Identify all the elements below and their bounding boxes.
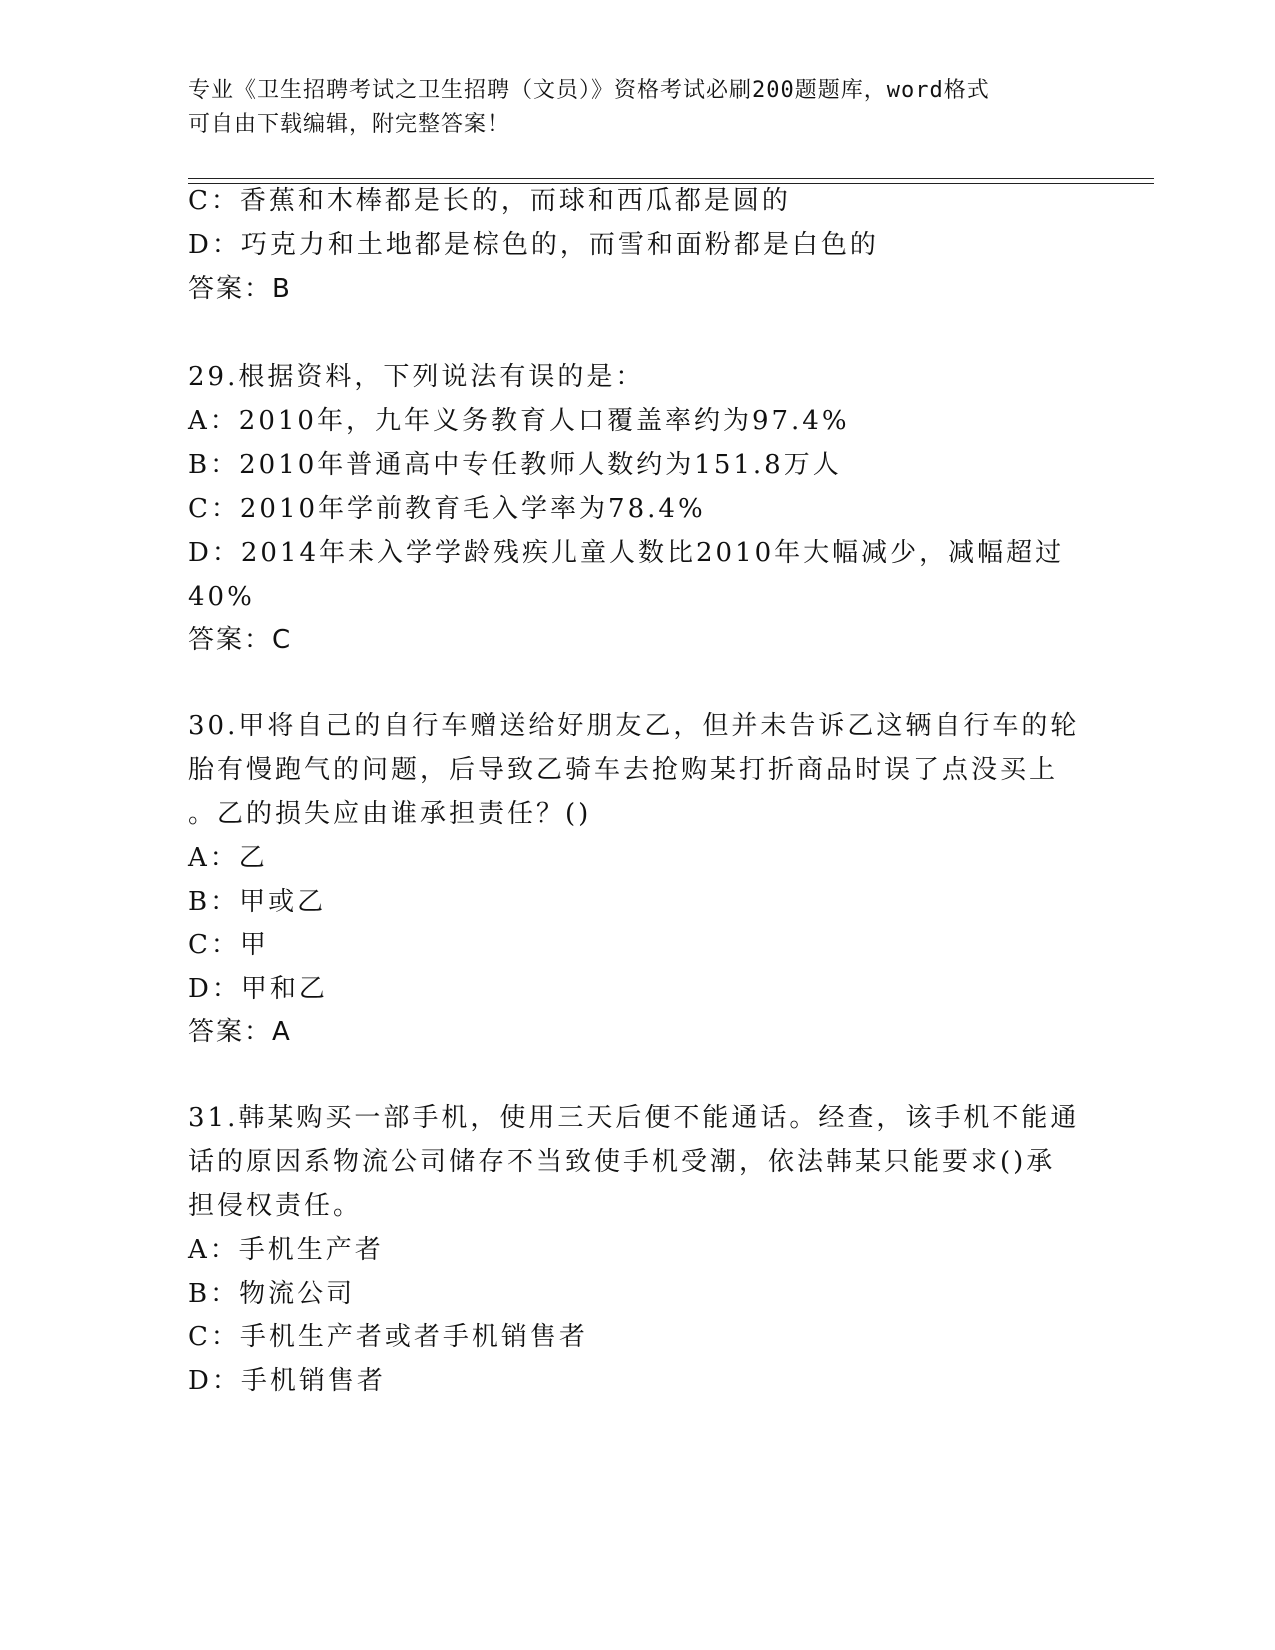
q31-stem-line2: 话的原因系物流公司储存不当致使手机受潮，依法韩某只能要求()承 [188,1147,1056,1177]
q30-answer: 答案：A [188,1017,292,1047]
q30-option-a: A：乙 [188,843,268,873]
q29-option-c: C：2010年学前教育毛入学率为78.4% [188,494,706,524]
header-line-2: 可自由下载编辑，附完整答案！ [188,112,511,137]
q31-option-b: B：物流公司 [188,1279,356,1309]
q29-option-a: A：2010年，九年义务教育人口覆盖率约为97.4% [188,406,850,436]
q29-option-d-line2: 40% [188,582,255,612]
q31-option-c: C：手机生产者或者手机销售者 [188,1322,588,1352]
header-line-1: 专业《卫生招聘考试之卫生招聘（文员）》资格考试必刷200题题库，word格式 [188,78,990,103]
q29-option-b: B：2010年普通高中专任教师人数约为151.8万人 [188,450,842,480]
q31-option-a: A：手机生产者 [188,1235,384,1265]
q29-stem: 29.根据资料，下列说法有误的是： [188,362,645,392]
q31-stem-line3: 担侵权责任。 [188,1191,363,1221]
q31-option-d: D：手机销售者 [188,1366,386,1396]
q29-option-d-line1: D：2014年未入学学龄残疾儿童人数比2010年大幅减少，减幅超过 [188,538,1065,568]
q30-stem-line2: 胎有慢跑气的问题，后导致乙骑车去抢购某打折商品时误了点没买上 [188,755,1059,785]
q30-stem-line3: 。乙的损失应由谁承担责任？() [188,799,592,829]
header-rule-top [188,178,1154,179]
q28-option-c: C：香蕉和木棒都是长的，而球和西瓜都是圆的 [188,186,791,216]
q28-option-d: D：巧克力和土地都是棕色的，而雪和面粉都是白色的 [188,230,879,260]
document-header [188,74,1068,142]
q28-answer: 答案：B [188,274,292,304]
q29-answer: 答案：C [188,625,293,655]
q30-option-d: D：甲和乙 [188,974,328,1004]
q30-stem-line1: 30.甲将自己的自行车赠送给好朋友乙，但并未告诉乙这辆自行车的轮 [188,711,1080,741]
q30-option-c: C：甲 [188,930,269,960]
q30-option-b: B：甲或乙 [188,887,327,917]
q31-stem-line1: 31.韩某购买一部手机，使用三天后便不能通话。经查，该手机不能通 [188,1103,1080,1133]
